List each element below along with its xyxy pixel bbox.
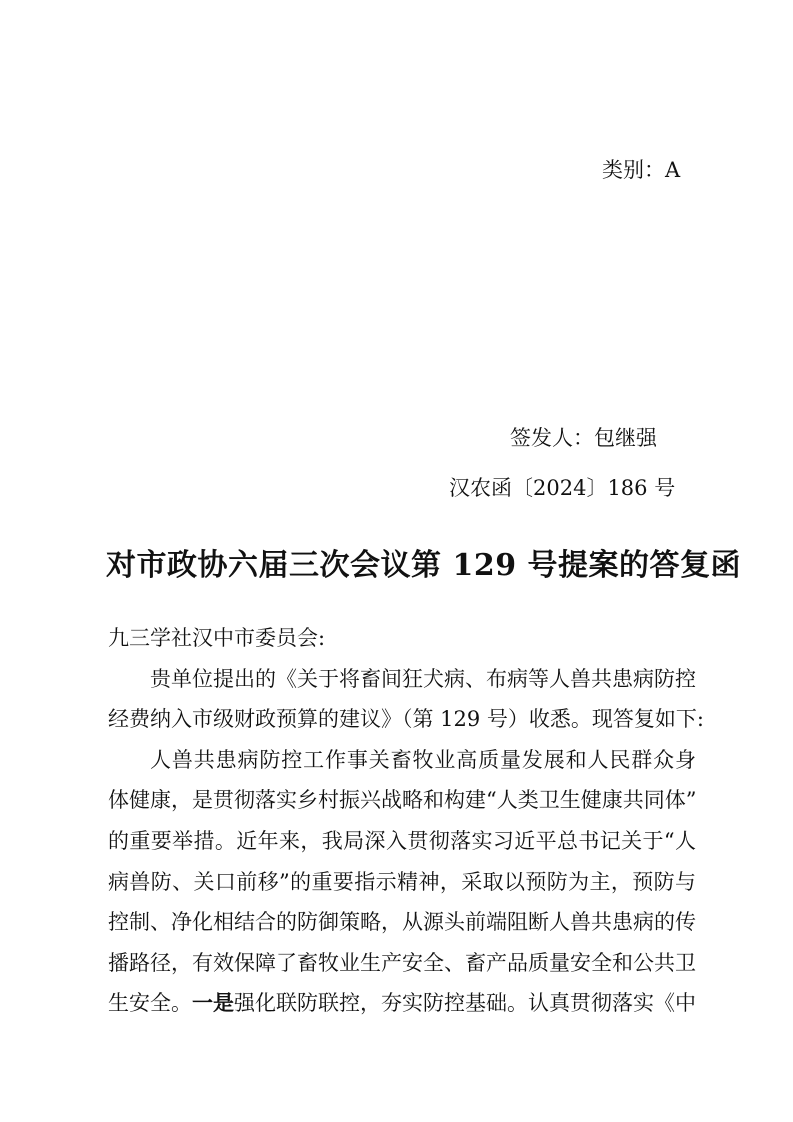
paragraph-line: 控制、净化相结合的防御策略，从源头前端阻断人兽共患病的传 (108, 910, 696, 935)
letter-body (108, 618, 705, 1024)
paragraph-line: 的重要举措。近年来，我局深入贯彻落实习近平总书记关于“人 (108, 828, 696, 853)
sentence-text: 强化联防联控，夯实防控基础。认真贯彻落实《中 (234, 991, 696, 1016)
paragraph-line: 播路径，有效保障了畜牧业生产安全、畜产品质量安全和公共卫 (108, 950, 696, 975)
paragraph-line: 贵单位提出的《关于将畜间狂犬病、布病等人兽共患病防控 (150, 666, 696, 691)
paragraph-line: 人兽共患病防控工作事关畜牧业高质量发展和人民群众身 (150, 747, 696, 772)
enumeration-marker: 一是 (192, 990, 234, 1016)
paragraph-line: 经费纳入市级财政预算的建议》（第 129 号）收悉。现答复如下: (108, 707, 705, 732)
document-number: 汉农函〔2024〕186 号 (449, 476, 676, 500)
category-label: 类别：A (602, 158, 681, 182)
paragraph-line (108, 983, 696, 1024)
sentence-text: 生安全。 (108, 991, 192, 1016)
paragraph-line: 体健康，是贯彻落实乡村振兴战略和构建“人类卫生健康共同体” (108, 788, 697, 813)
salutation: 九三学社汉中市委员会: (108, 626, 326, 650)
paragraph-line: 病兽防、关口前移”的重要指示精神，采取以预防为主，预防与 (108, 869, 696, 894)
page-title: 对市政协六届三次会议第 129 号提案的答复函 (106, 548, 742, 583)
signer-label: 签发人：包继强 (510, 426, 657, 450)
